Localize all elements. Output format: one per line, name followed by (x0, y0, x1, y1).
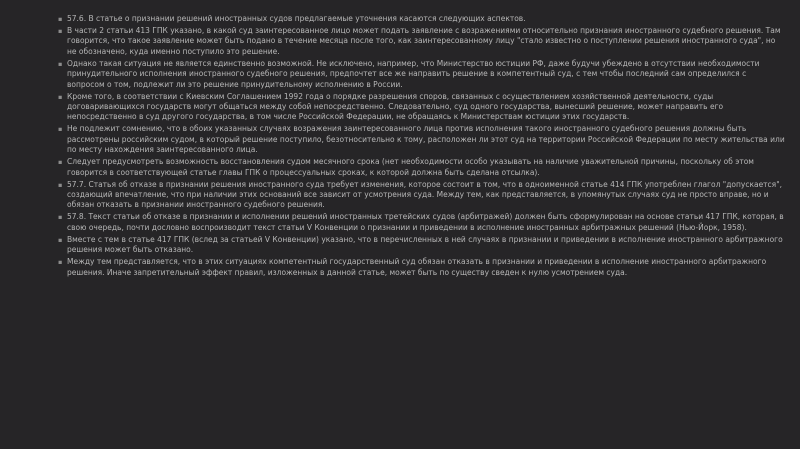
list-item (58, 180, 786, 211)
bullet-marker-icon: ▪ (58, 213, 63, 222)
bullet-list (58, 14, 786, 278)
list-item (58, 26, 786, 57)
list-item (58, 257, 786, 278)
paragraph-text: 57.7. Статья об отказе в признании решения иностранного суда требует изменения, которое состоит в том, что в одноименной статье 414 ГПК употреблен глагол "допускается", создающий впечатление, что при наличии этих оснований все зависит от усмотрения суда. Между тем, как представляется, в упомянутых случаях суд не просто вправе, но и обязан отказать в признании иностранного судебного решения. (67, 179, 783, 210)
list-item (58, 92, 786, 123)
paragraph-text: 57.8. Текст статьи об отказе в признании и исполнении решений иностранных третейских судов (арбитражей) должен быть сформулирован на основе статьи 417 ГПК, которая, в свою очередь, почти дословно воспроизводит текст статьи V Конвенции о признании и приведении в исполнение иностранных арбитражных решений (Нью-Йорк, 1958). (67, 212, 784, 232)
bullet-marker-icon: ▪ (58, 27, 63, 35)
list-item (58, 235, 786, 256)
list-item (58, 212, 786, 233)
paragraph-text: Не подлежит сомнению, что в обоих указанных случаях возражения заинтересованного лица против исполнения такого иностранного судебного решения должны быть рассмотрены российским судом, в который решение поступило, безотносительно к тому, расположен ли этот суд на территории Российской Федерации по месту жительства или по месту нахождения заинтересованного лица. (67, 124, 785, 155)
paragraph-text: Следует предусмотреть возможность восстановления судом месячного срока (нет необходимости особо указывать на наличие уважительной причины, поскольку об этом говорится в соответствующей статье главы ГПК о процессуальных сроках, к которой должна быть сделана отсылка). (67, 157, 754, 177)
bullet-marker-icon: ▪ (58, 158, 63, 167)
bullet-marker-icon: ▪ (58, 15, 63, 23)
bullet-marker-icon: ▪ (58, 125, 63, 134)
paragraph-text: Между тем представляется, что в этих ситуациях компетентный государственный суд обязан отказать в признании и приведении в исполнение иностранного арбитражного решения. Иначе запретительный эффект правил, изложенных в данной статье, может быть по существу сведен к нулю усмотрением суда. (67, 257, 767, 277)
paragraph-text: Кроме того, в соответствии с Киевским Соглашением 1992 года о порядке разрешения споров, связанных с осуществлением хозяйственной деятельности, суды договаривающихся государств могут общаться между собой непосредственно. Следовательно, суд одного государства, вынесший решение, может направить его непосредственно в суд другого государства, в том числе Российской Федерации, не обращаясь к Министерствам юстиции этих государств. (67, 91, 724, 122)
paragraph-text: 57.6. В статье о признании решений иностранных судов предлагаемые уточнения касаются следующих аспектов. (67, 14, 526, 23)
paragraph-text: Вместе с тем в статье 417 ГПК (вслед за статьей V Конвенции) указано, что в перечисленных в ней случаях в признании и приведении в исполнение иностранного арбитражного решения может быть отказано. (67, 234, 783, 255)
bullet-marker-icon: ▪ (58, 59, 63, 68)
bullet-marker-icon: ▪ (58, 258, 63, 267)
bullet-marker-icon: ▪ (58, 92, 63, 101)
list-item (58, 124, 786, 155)
bullet-marker-icon: ▪ (58, 180, 63, 189)
list-item (58, 14, 786, 24)
list-item (58, 59, 786, 90)
bullet-marker-icon: ▪ (58, 235, 63, 244)
paragraph-text: В части 2 статьи 413 ГПК указано, в какой суд заинтересованное лицо может подать заявление с возражениями относительно признания иностранного судебного решения. Там говорится, что такое заявление может быть подано в течение месяца после того, как заинтересованному лицу "стало известно о поступлении решения иностранного суда", но не обозначено, куда именно поступило это решение. (67, 26, 781, 56)
list-item (58, 157, 786, 178)
paragraph-text: Однако такая ситуация не является единственно возможной. Не исключено, например, что Министерство юстиции РФ, даже будучи убеждено в отсутствии необходимости принудительного исполнения иностранного судебного решения, предпочтет все же направить решение в компетентный суд, с тем чтобы последний сам определился с вопросом о том, подлежит ли это решение принудительному исполнению в России. (67, 58, 760, 89)
